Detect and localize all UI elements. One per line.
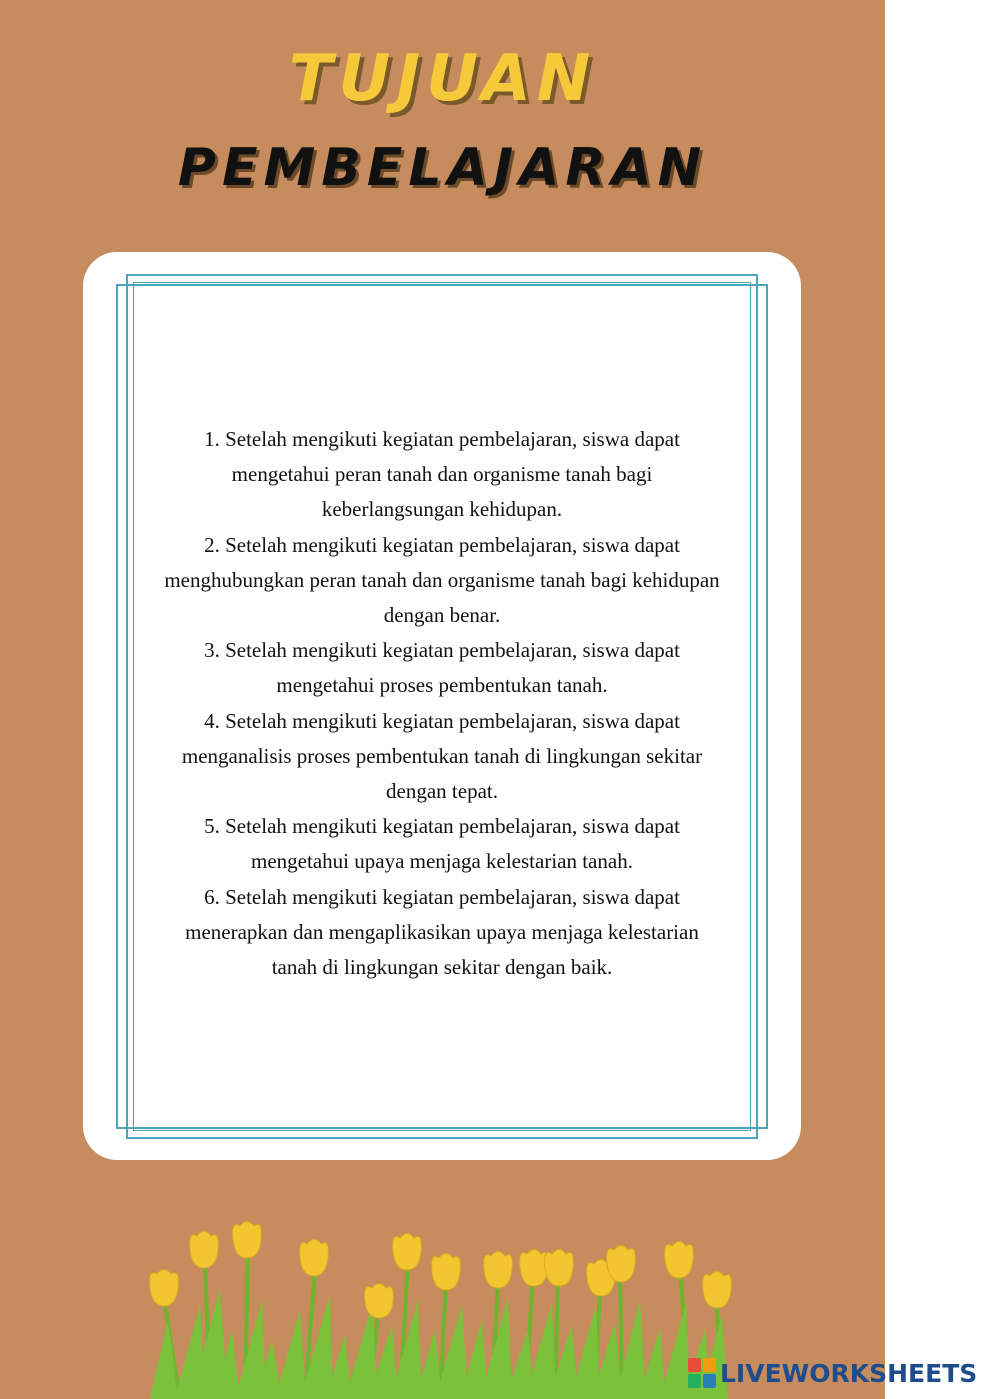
goal-item-4: 4. Setelah mengikuti kegiatan pembelajaran, siswa dapat menganalisis proses pembentukan tanah di lingkungan sekitar dengan tepat. — [181, 708, 703, 804]
goal-item-3: 3. Setelah mengikuti kegiatan pembelajaran, siswa dapat mengetahui proses pembentukan tanah. — [204, 638, 680, 698]
goals-list — [83, 422, 801, 985]
liveworksheets-logo-icon — [688, 1358, 716, 1388]
goal-item-1: 1. Setelah mengikuti kegiatan pembelajaran, siswa dapat mengetahui peran tanah dan organisme tanah bagi keberlangsungan kehidupan. — [204, 427, 680, 522]
liveworksheets-watermark — [688, 1356, 977, 1390]
goal-item-6: 6. Setelah mengikuti kegiatan pembelajaran, siswa dapat menerapkan dan mengaplikasikan upaya menjaga kelestarian tanah di lingkungan sekitar dengan baik. — [185, 884, 699, 980]
liveworksheets-wordmark: LIVEWORKSHEETS — [720, 1358, 978, 1388]
goal-item-2: 2. Setelah mengikuti kegiatan pembelajaran, siswa dapat menghubungkan peran tanah dan organisme tanah bagi kehidupan dengan benar. — [164, 532, 720, 628]
goals-card — [83, 252, 801, 1160]
title-line-1: TUJUAN — [288, 42, 597, 116]
goal-item-5: 5. Setelah mengikuti kegiatan pembelajaran, siswa dapat mengetahui upaya menjaga kelestarian tanah. — [204, 814, 680, 874]
title-line-2: PEMBELAJARAN — [177, 138, 708, 198]
